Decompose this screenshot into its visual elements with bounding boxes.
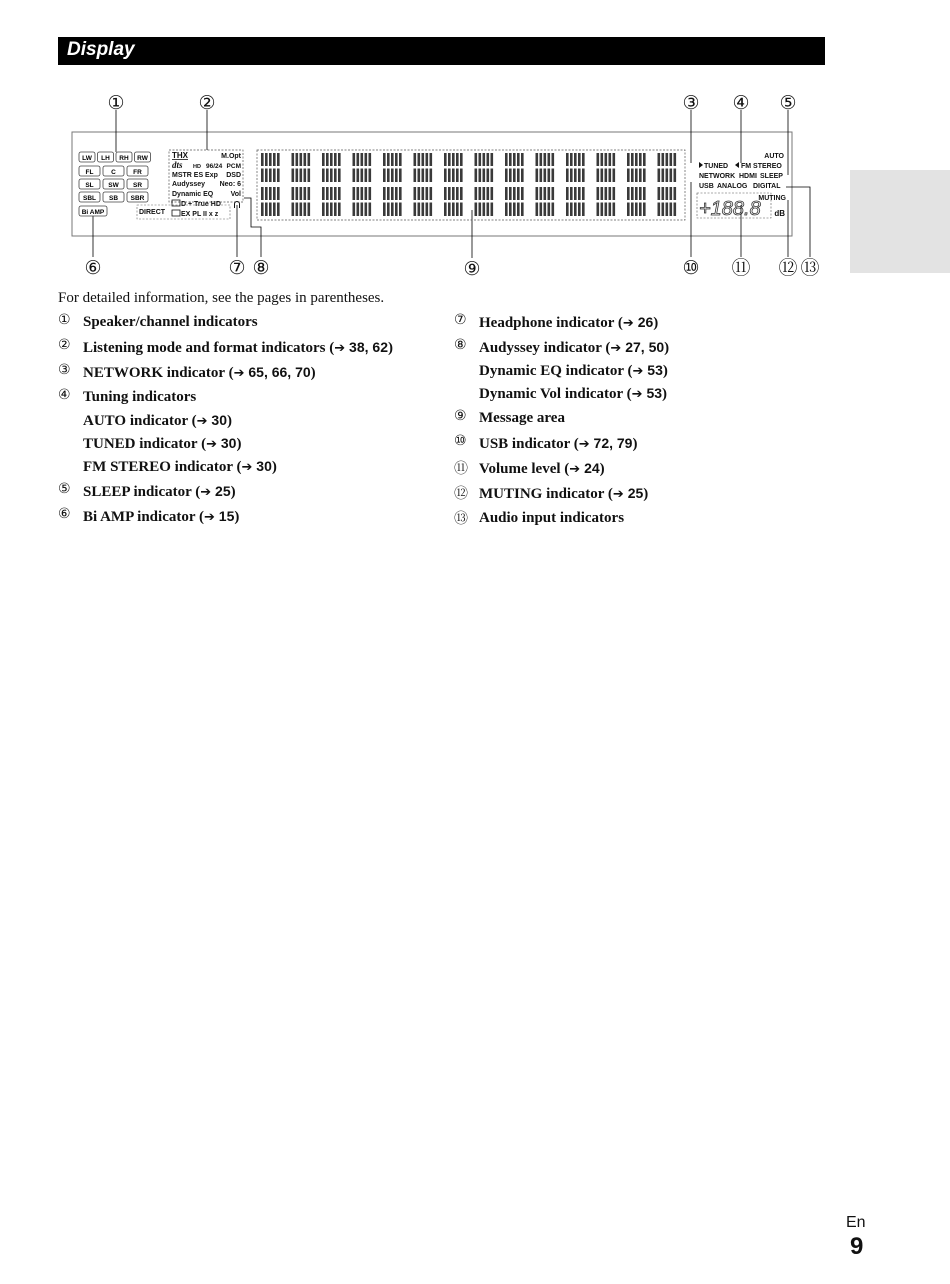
- muting-indicator: MUTING: [758, 195, 786, 202]
- list-item: [58, 506, 393, 529]
- list-item: [58, 481, 393, 504]
- page-reference: 27, 50: [621, 339, 665, 355]
- character-cell: [383, 153, 402, 182]
- display-diagram: [0, 85, 950, 285]
- list-item: [454, 458, 669, 481]
- item-number: ⑨: [454, 408, 467, 424]
- mopt-indicator: M.Opt: [221, 153, 241, 160]
- callout-5: ⑤: [779, 92, 797, 114]
- character-cell: [292, 153, 311, 182]
- item-label: Speaker/channel indicators: [83, 314, 258, 330]
- item-number: ⑬: [454, 511, 468, 527]
- speaker-lh-indicator: LH: [101, 155, 110, 162]
- callout-6: ⑥: [84, 257, 102, 279]
- item-number: ⑥: [58, 506, 71, 522]
- volume-level-readout: +188.8: [699, 198, 761, 220]
- dolby-logo-icon: [172, 200, 180, 216]
- page-reference: 30: [252, 458, 272, 474]
- item-label: Message area: [479, 410, 565, 426]
- item-label: Tuning indicators: [83, 389, 197, 405]
- page-ref-arrow-icon: ➔: [206, 437, 217, 452]
- list-item: [454, 508, 669, 531]
- page-reference: 53: [643, 362, 663, 378]
- direct-indicator: DIRECT: [139, 209, 166, 216]
- item-number: ⑫: [454, 486, 468, 502]
- character-cell: [536, 153, 555, 182]
- fm-stereo-indicator: FM STEREO: [741, 163, 782, 170]
- character-cell: [292, 187, 311, 216]
- hdmi-indicator: HDMI: [739, 173, 757, 180]
- item-number: ⑩: [454, 433, 467, 449]
- message-area-frame: [257, 150, 685, 220]
- character-cell: [322, 187, 341, 216]
- item-label: Volume level (➔ 24): [479, 460, 605, 477]
- item-label: TUNED indicator (➔ 30): [83, 435, 242, 452]
- item-label: SLEEP indicator (➔ 25): [83, 483, 236, 500]
- item-number: ④: [58, 387, 71, 403]
- tuned-arrow-icon: [699, 162, 703, 168]
- item-label: Headphone indicator (➔ 26): [479, 314, 659, 331]
- character-cell: [475, 187, 494, 216]
- page-reference: 72, 79: [589, 435, 633, 451]
- footer-language: En: [846, 1214, 866, 1231]
- dts-indicator: dts: [172, 160, 183, 170]
- page-reference: 26: [633, 314, 654, 330]
- speaker-rh-indicator: RH: [119, 155, 129, 162]
- character-cell: [597, 153, 616, 182]
- page-reference: 24: [580, 460, 600, 476]
- item-label: Audyssey indicator (➔ 27, 50): [479, 339, 670, 356]
- callout-11: ⑪: [731, 257, 751, 279]
- thx-indicator: THX: [172, 151, 188, 160]
- message-area: [261, 153, 677, 216]
- item-label: Bi AMP indicator (➔ 15): [83, 508, 240, 525]
- page-ref-arrow-icon: ➔: [334, 341, 346, 356]
- page-reference: 53: [642, 385, 663, 401]
- character-cell: [505, 187, 524, 216]
- page-ref-arrow-icon: ➔: [196, 414, 208, 429]
- mstr-indicator: MSTR ES Exp: [172, 172, 218, 179]
- section-header: [58, 37, 825, 65]
- speaker-rw-indicator: RW: [137, 155, 148, 162]
- speaker-sbr-indicator: SBR: [130, 195, 145, 202]
- stereo-arrow-icon: [735, 162, 739, 168]
- item-number: ⑪: [454, 461, 468, 477]
- speaker-sr-indicator: SR: [132, 182, 143, 189]
- character-cell: [414, 187, 433, 216]
- speaker-sbl-indicator: SBL: [83, 195, 96, 202]
- indicator-list-left: [58, 312, 393, 531]
- page-ref-arrow-icon: ➔: [610, 341, 622, 356]
- character-cell: [505, 153, 524, 182]
- character-cell: [444, 187, 463, 216]
- page-ref-arrow-icon: ➔: [631, 387, 643, 402]
- item-label: MUTING indicator (➔ 25): [479, 485, 649, 502]
- dolby-ex-indicator: EX PL II x z: [181, 211, 219, 218]
- item-number: ②: [58, 337, 71, 353]
- audyssey-indicator: Audyssey: [172, 181, 206, 188]
- page-ref-arrow-icon: ➔: [200, 485, 212, 500]
- callout-1: ①: [107, 92, 125, 114]
- page-reference: 30: [216, 435, 237, 451]
- item-label: FM STEREO indicator (➔ 30): [83, 458, 277, 475]
- neo-indicator: Neo: 6: [219, 181, 241, 188]
- list-item: [454, 483, 669, 506]
- list-item: [454, 337, 669, 406]
- list-item: [58, 312, 393, 335]
- page-ref-arrow-icon: ➔: [632, 364, 644, 379]
- character-cell: [627, 153, 646, 182]
- item-label: Audio input indicators: [479, 510, 625, 526]
- character-cell: [658, 153, 677, 182]
- page-reference: 38, 62: [345, 339, 388, 355]
- item-label: Dynamic Vol indicator (➔ 53): [479, 385, 668, 402]
- character-cell: [414, 153, 433, 182]
- callout-12: ⑫: [778, 257, 798, 279]
- page-ref-arrow-icon: ➔: [578, 437, 590, 452]
- character-cell: [261, 153, 280, 182]
- speaker-c-indicator: C: [111, 169, 116, 176]
- list-item: [454, 408, 669, 431]
- speaker-sw-indicator: SW: [108, 182, 119, 189]
- callout-3: ③: [682, 92, 700, 114]
- character-cell: [353, 187, 372, 216]
- character-cell: [261, 187, 280, 216]
- list-item: [58, 387, 393, 479]
- db-indicator: dB: [774, 209, 785, 218]
- dolby-indicator: D + True HD: [181, 201, 221, 208]
- speaker-fl-indicator: FL: [85, 169, 94, 176]
- dsd-indicator: DSD: [226, 172, 241, 179]
- page-reference: 30: [207, 412, 228, 428]
- speaker-lw-indicator: LW: [82, 155, 92, 162]
- callout-7: ⑦: [228, 257, 246, 279]
- format-indicators: [139, 151, 242, 218]
- item-label: AUTO indicator (➔ 30): [83, 412, 233, 429]
- speaker-fr-indicator: FR: [133, 169, 142, 176]
- page-reference: 25: [623, 485, 644, 501]
- character-cell: [383, 187, 402, 216]
- page-reference: 25: [211, 483, 231, 499]
- page-ref-arrow-icon: ➔: [241, 460, 253, 475]
- character-cell: [536, 187, 555, 216]
- character-cell: [566, 153, 585, 182]
- item-number: ③: [58, 362, 71, 378]
- list-item: [58, 337, 393, 360]
- speaker-sl-indicator: SL: [85, 182, 94, 189]
- item-number: ⑧: [454, 337, 467, 353]
- item-label: Dynamic EQ indicator (➔ 53): [479, 362, 668, 379]
- usb-indicator: USB: [699, 183, 714, 190]
- intro-text: For detailed information, see the pages in parentheses.: [58, 290, 385, 306]
- character-cell: [597, 187, 616, 216]
- list-item: [58, 362, 393, 385]
- page-ref-arrow-icon: ➔: [203, 510, 215, 525]
- callout-8: ⑧: [252, 257, 270, 279]
- item-number: ⑤: [58, 481, 71, 497]
- page-ref-arrow-icon: ➔: [622, 316, 634, 331]
- item-label: Listening mode and format indicators (➔ 38, 62): [83, 339, 393, 356]
- sleep-indicator: SLEEP: [760, 173, 783, 180]
- speaker-sb-indicator: SB: [108, 195, 119, 202]
- page-ref-arrow-icon: ➔: [612, 487, 624, 502]
- character-cell: [444, 153, 463, 182]
- section-title: Display: [67, 39, 135, 60]
- callout-4: ④: [732, 92, 750, 114]
- character-cell: [658, 187, 677, 216]
- character-cell: [475, 153, 494, 182]
- list-item: [454, 312, 669, 335]
- callout-10: ⑩: [682, 257, 700, 279]
- pcm-indicator: PCM: [226, 163, 241, 170]
- indicator-list-right: [454, 312, 669, 533]
- character-cell: [353, 153, 372, 182]
- item-label: USB indicator (➔ 72, 79): [479, 435, 638, 452]
- digital-indicator: DIGITAL: [753, 183, 781, 190]
- list-item: [454, 433, 669, 456]
- item-number: ①: [58, 312, 71, 328]
- item-label: NETWORK indicator (➔ 65, 66, 70): [83, 364, 316, 381]
- character-cell: [566, 187, 585, 216]
- analog-indicator: ANALOG: [717, 183, 748, 190]
- hd-indicator: HD: [193, 164, 201, 170]
- character-cell: [322, 153, 341, 182]
- page-ref-arrow-icon: ➔: [569, 462, 581, 477]
- page-reference: 65, 66, 70: [244, 364, 311, 380]
- page-ref-arrow-icon: ➔: [233, 366, 245, 381]
- item-number: ⑦: [454, 312, 467, 328]
- auto-indicator: AUTO: [764, 153, 784, 160]
- bi-amp-indicator: [79, 206, 107, 216]
- vol-indicator: Vol: [230, 191, 241, 198]
- callout-9: ⑨: [463, 258, 481, 280]
- bi-amp-label: Bi AMP: [81, 209, 105, 216]
- callout-13: ⑬: [800, 257, 820, 279]
- tuned-indicator: TUNED: [704, 163, 729, 170]
- page-reference: 15: [214, 508, 235, 524]
- rate-indicator: 96/24: [206, 163, 223, 170]
- callout-2: ②: [198, 92, 216, 114]
- dynamic-eq-indicator: Dynamic EQ: [172, 191, 214, 198]
- character-cell: [627, 187, 646, 216]
- network-indicator: NETWORK: [699, 173, 736, 180]
- speaker-indicators: [79, 152, 151, 202]
- page-number: 9: [850, 1233, 864, 1260]
